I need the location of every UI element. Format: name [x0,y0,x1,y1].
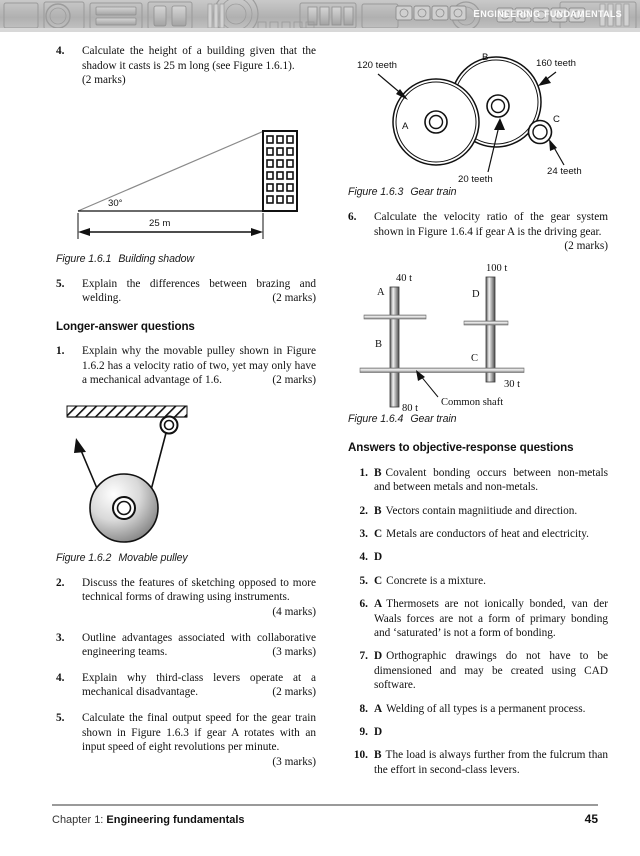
figure-title: Building shadow [118,252,194,265]
shaft-a [364,315,426,319]
shaft-d [464,321,508,325]
figure-title: Gear train [410,186,457,198]
question-marks: (3 marks) [272,646,316,659]
question-item [52,631,316,660]
answers-list [344,466,608,778]
answer-letter: D [374,551,383,564]
answer-text: Concrete is a mixture. [386,574,486,587]
question-number: 5. [56,711,65,724]
answer-number: 10. [353,749,368,762]
question-marks: (4 marks) [272,605,316,618]
question-marks: (2 marks) [564,240,608,253]
answer-number: 3. [359,528,368,540]
answer-number: 1. [359,466,368,479]
gear-c-hub [533,125,547,139]
question-text: Outline advantages associated with collaborative engineering teams. [82,631,316,659]
question-marks: (2 marks) [272,374,316,387]
figure-movable-pulley [52,400,316,548]
effort-arrow [74,438,86,453]
answer-item [344,574,608,588]
teeth-d-label: 100 t [486,262,508,274]
figure-caption-162 [56,552,316,564]
answer-letter: B [374,504,382,517]
answer-text: Orthographic drawings do not have to be dimensioned and may be created using CAD software. [374,650,608,692]
question-item [52,277,316,306]
question-number: 5. [56,277,65,290]
question-number: 4. [56,671,65,684]
gear-c-label: C [471,352,479,364]
answer-item [344,748,608,777]
figure-title: Movable pulley [118,551,188,564]
teeth-a-label: 120 teeth [357,60,398,71]
answer-letter: A [374,702,383,715]
gear-bar-dc [486,277,495,382]
figure-building-shadow [52,99,316,249]
question-marks: (3 marks) [272,755,316,768]
question-text: Explain why the movable pulley shown in Figure 1.6.2 has a velocity ratio of two, yet may only have a mechanical advantage of 1.6. [82,344,316,387]
footer-chapter-title: Engineering fundamentals [106,814,245,826]
question-item [52,711,316,768]
gear-a-label: A [377,286,385,298]
answer-number: 9. [359,726,368,739]
answer-number: 5. [359,574,368,587]
answer-item [344,725,608,739]
question-text: Calculate the final output speed for the gear train shown in Figure 1.6.3 if gear A rotates with an input speed of eight revolutions per minute. [82,711,316,754]
figure-caption-163 [348,186,608,198]
answer-letter: C [374,528,383,540]
answer-text: Metals are conductors of heat and electricity. [386,528,590,540]
question-item [52,576,316,620]
answer-text: Vectors contain magniitiude and direction. [385,504,578,517]
question-text: Explain the differences between brazing and welding. [82,277,316,305]
header-title: engineering fundamentals [473,4,622,20]
figure-caption-161 [56,253,316,265]
answer-letter: D [374,726,383,739]
question-number: 6. [348,211,357,223]
question-text: Calculate the velocity ratio of the gear system shown in Figure 1.6.4 if gear A is the driving gear. [374,211,608,238]
answer-text: The load is always further from the fulcrum than the effort in second-class levers. [374,749,608,776]
footer-chapter-prefix: Chapter 1: [52,814,107,826]
shadow-hypotenuse [78,131,264,211]
answer-number: 6. [359,598,368,611]
shaft-common [360,368,524,373]
teeth-c-label: 30 t [504,378,521,390]
answer-text: Welding of all types is a permanent process. [386,702,586,715]
teeth-c-arrow [549,139,557,151]
ceiling-hatch [67,406,187,417]
teeth-c-label: 24 teeth [547,166,582,177]
answer-number: 2. [359,504,368,517]
question-item [52,671,316,700]
answer-text: Thermosets are not ionically bonded, van der Waals forces are not a form of primary bonding and ‘saturated’ is not a form of bonding. [374,598,608,640]
footer-chapter-label [52,814,245,826]
figure-gear-train-163 [344,44,608,184]
gear-bar-ab [390,287,399,407]
answer-number: 7. [359,650,368,663]
question-number: 3. [56,631,65,644]
question-item [52,44,316,88]
answer-item [344,702,608,716]
page-footer [52,804,598,830]
gear-idler-hub [492,100,505,113]
page-header-banner [0,0,640,32]
answer-item [344,527,608,541]
figure-number: Figure 1.6.4 [348,412,404,425]
question-item [52,344,316,388]
question-item [344,210,608,254]
figure-caption-164 [348,413,608,425]
teeth-a-label: 40 t [396,272,413,284]
answer-number: 8. [359,702,368,715]
question-number: 2. [56,576,65,589]
figure-number: Figure 1.6.3 [348,186,404,198]
left-column [52,44,316,769]
figure-number: Figure 1.6.1 [56,252,112,265]
question-number: 4. [56,45,65,57]
teeth-b-label: 160 teeth [536,58,577,69]
question-marks: (2 marks) [82,74,126,87]
teeth-b-label: 80 t [402,402,419,414]
section-heading-answers: Answers to objective-response questions [348,440,574,454]
answer-item [344,597,608,640]
answer-item [344,550,608,564]
gear-b-label: B [482,52,489,63]
gear-b-label: B [375,338,383,350]
question-marks: (2 marks) [272,686,316,699]
answer-item [344,649,608,692]
footer-divider [52,804,598,806]
answer-number: 4. [359,551,368,564]
figure-number: Figure 1.6.2 [56,551,112,564]
teeth-idler-label: 20 teeth [458,174,493,185]
question-text: Calculate the height of a building given that the shadow it casts is 25 m long (see Figure 1.6.1). [82,45,316,72]
answer-letter: B [374,749,382,762]
span-label: 25 m [149,217,171,229]
question-text: Explain why third-class levers operate at a mechanical disadvantage. [82,671,316,699]
answer-item [344,466,608,495]
answer-letter: A [374,598,383,611]
section-heading-longer-answer: Longer-answer questions [56,319,195,333]
gear-c-label: C [553,114,560,125]
right-column [344,44,608,786]
question-text: Discuss the features of sketching opposed to more technical forms of drawing using instruments. [82,576,316,604]
gear-a-label: A [402,121,409,132]
answer-item [344,504,608,518]
angle-label: 30° [108,197,123,209]
page-number: 45 [584,812,598,826]
answer-letter: D [374,650,383,663]
answer-text: Covalent bonding occurs between non-metals and between metals and non-metals. [374,466,608,494]
answer-letter: B [374,466,382,479]
answer-letter: C [374,574,383,587]
question-marks: (2 marks) [272,292,316,305]
gear-d-label: D [472,288,480,300]
question-number: 1. [56,344,65,357]
figure-title: Gear train [410,412,457,425]
figure-gear-train-164 [344,262,608,414]
common-shaft-label: Common shaft [441,396,504,408]
